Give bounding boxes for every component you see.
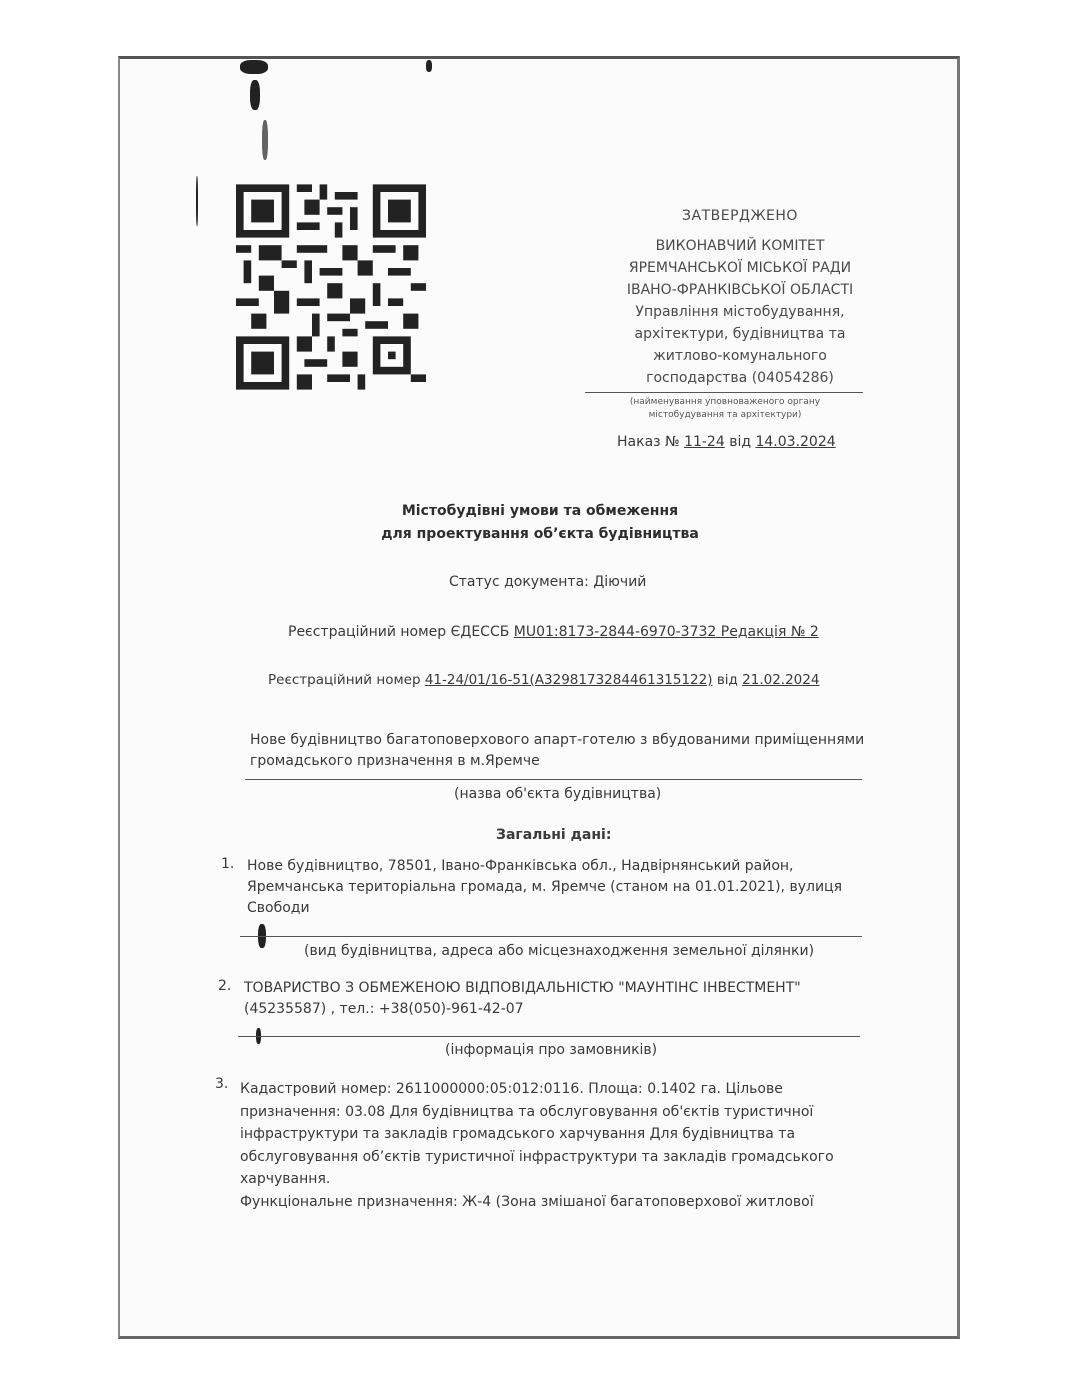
item-line: Функціональне призначення: Ж-4 (Зона змішаної багатоповерхової житлової [240, 1193, 814, 1210]
item-line: Нове будівництво, 78501, Івано-Франківська обл., Надвірнянський район, [247, 858, 794, 874]
item-line: інфраструктури та закладів громадського харчування Для будівництва та [240, 1126, 796, 1142]
item-line: харчування. [240, 1171, 331, 1187]
authority-line: ВИКОНАВЧИЙ КОМІТЕТ [655, 238, 825, 254]
caption-line: (найменування уповноваженого органу [629, 397, 821, 407]
order-line [617, 432, 836, 453]
item-line: Кадастровий номер: 2611000000:05:012:0116. Площа: 0.1402 га. Цільове [240, 1081, 783, 1097]
object-caption: (назва об'єкта будівництва) [454, 786, 662, 802]
item-3-text [240, 1078, 850, 1213]
order-number: 11-24 [684, 434, 725, 450]
authority-line: Управління містобудування, [635, 304, 845, 320]
edessb-label: Реєстраційний номер ЄДЕССБ [288, 624, 510, 640]
item-line: призначення: 03.08 Для будівництва та обслуговування об'єктів туристичної [240, 1103, 814, 1120]
scan-line [196, 176, 198, 226]
object-name-line: Нове будівництво багатоповерхового апарт-готелю з вбудованими приміщеннями [250, 732, 865, 748]
divider [238, 1036, 860, 1037]
caption-line: містобудування та архітектури) [648, 410, 802, 420]
general-heading: Загальні дані: [496, 827, 612, 843]
scan-blot [250, 80, 260, 110]
registration-from: від [716, 672, 738, 688]
item-line: Яремчанська територіальна громада, м. Яремче (станом на 01.01.2021), вулиця [247, 879, 842, 895]
item-line: Свободи [247, 900, 310, 916]
item-2-text [244, 978, 844, 1020]
qr-code [236, 184, 426, 390]
divider [585, 392, 863, 393]
approval-label: ЗАТВЕРДЖЕНО [682, 208, 798, 224]
registration-number: 41-24/01/16-51(A32981732844613151​22) [424, 672, 713, 688]
scan-blot [426, 60, 432, 72]
item-1-caption: (вид будівництва, адреса або місцезнаходження земельної ділянки) [304, 943, 815, 959]
item-number: 3. [215, 1076, 229, 1092]
order-date: 14.03.2024 [755, 434, 836, 450]
authority-caption [590, 396, 860, 422]
item-line: ТОВАРИСТВО З ОБМЕЖЕНОЮ ВІДПОВІДАЛЬНІСТЮ "МАУНТІНС ІНВЕСТМЕНТ" [244, 980, 801, 996]
registration-date: 21.02.2024 [742, 672, 820, 688]
item-number: 1. [221, 856, 235, 872]
document-status: Статус документа: Діючий [449, 574, 647, 590]
scan-blot [240, 60, 268, 74]
edessb-value: MU01:8173-2844-6970-3732 Редакція № 2 [513, 624, 819, 640]
registration-label: Реєстраційний номер [268, 672, 421, 688]
object-name [250, 730, 864, 772]
authority-line: господарства (04054286) [646, 370, 834, 386]
authority-line: житлово-комунального [653, 348, 827, 364]
divider [240, 936, 862, 937]
edessb-line [288, 622, 819, 643]
item-1-text [247, 856, 847, 919]
title-line-2: для проектування об’єкта будівництва [381, 526, 699, 542]
authority-line: ІВАНО-ФРАНКІВСЬКОЇ ОБЛАСТІ [626, 282, 854, 298]
document-title [300, 500, 780, 546]
divider [245, 779, 862, 780]
order-from: від [729, 434, 752, 450]
authority-line: архітектури, будівництва та [634, 326, 846, 342]
item-line: (45235587) , тел.: +38(050)-961-42-07 [244, 1001, 524, 1017]
scan-blot [262, 120, 268, 160]
item-line: обслуговування об’єктів туристичної інфраструктури та закладів громадського [240, 1148, 834, 1165]
item-number: 2. [218, 978, 232, 994]
order-label: Наказ № [617, 434, 680, 450]
authority-line: ЯРЕМЧАНСЬКОЇ МІСЬКОЇ РАДИ [628, 260, 852, 276]
registration-line [268, 670, 819, 691]
item-2-caption: (інформація про замовників) [445, 1042, 658, 1058]
object-name-line: громадського призначення в м.Яремче [250, 753, 540, 769]
title-line-1: Містобудівні умови та обмеження [401, 503, 679, 519]
approval-block [590, 205, 890, 389]
